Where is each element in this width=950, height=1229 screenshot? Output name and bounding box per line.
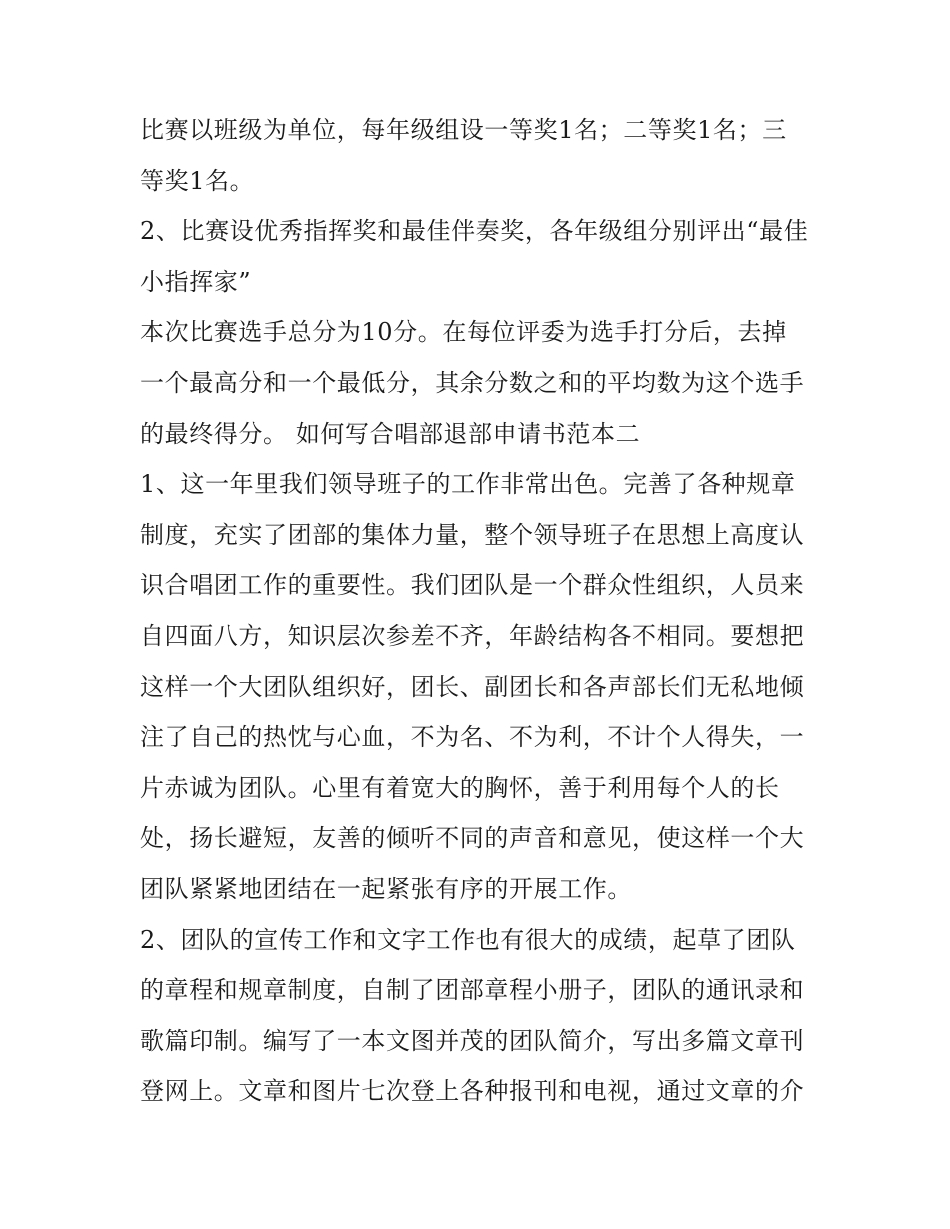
text-line: 2、比赛设优秀指挥奖和最佳伴奏奖，各年级组分别评出“最佳 bbox=[140, 217, 809, 246]
text-line: 的章程和规章制度，自制了团部章程小册子，团队的通讯录和 bbox=[140, 976, 805, 1005]
text-line: 登网上。文章和图片七次登上各种报刊和电视，通过文章的介 bbox=[140, 1077, 805, 1106]
text-line: 的最终得分。 如何写合唱部退部申请书范本二 bbox=[140, 419, 641, 448]
text-line: 本次比赛选手总分为10分。在每位评委为选手打分后，去掉 bbox=[140, 318, 787, 347]
text-line: 处，扬长避短，友善的倾听不同的声音和意见，使这样一个大 bbox=[140, 824, 805, 853]
text-line: 1、这一年里我们领导班子的工作非常出色。完善了各种规章 bbox=[140, 470, 796, 499]
text-line: 一个最高分和一个最低分，其余分数之和的平均数为这个选手 bbox=[140, 368, 805, 397]
text-line: 比赛以班级为单位，每年级组设一等奖1名；二等奖1名；三 bbox=[140, 116, 787, 144]
text-line: 这样一个大团队组织好，团长、副团长和各声部长们无私地倾 bbox=[140, 672, 805, 701]
text-line: 团队紧紧地团结在一起紧张有序的开展工作。 bbox=[140, 874, 632, 903]
text-line: 歌篇印制。编写了一本文图并茂的团队简介，写出多篇文章刊 bbox=[140, 1026, 805, 1055]
text-line: 自四面八方，知识层次参差不齐，年龄结构各不相同。要想把 bbox=[140, 621, 805, 650]
text-line: 小指挥家” bbox=[140, 267, 252, 296]
document-page bbox=[140, 105, 820, 1117]
text-line: 等奖1名。 bbox=[140, 166, 255, 195]
text-line: 注了自己的热忱与心血，不为名、不为利，不计个人得失，一 bbox=[140, 723, 805, 752]
text-line: 识合唱团工作的重要性。我们团队是一个群众性组织，人员来 bbox=[140, 571, 805, 600]
text-line: 2、团队的宣传工作和文字工作也有很大的成绩，起草了团队 bbox=[140, 925, 796, 954]
text-line: 制度，充实了团部的集体力量，整个领导班子在思想上高度认 bbox=[140, 520, 805, 549]
text-line: 片赤诚为团队。心里有着宽大的胸怀，善于利用每个人的长 bbox=[140, 773, 780, 802]
